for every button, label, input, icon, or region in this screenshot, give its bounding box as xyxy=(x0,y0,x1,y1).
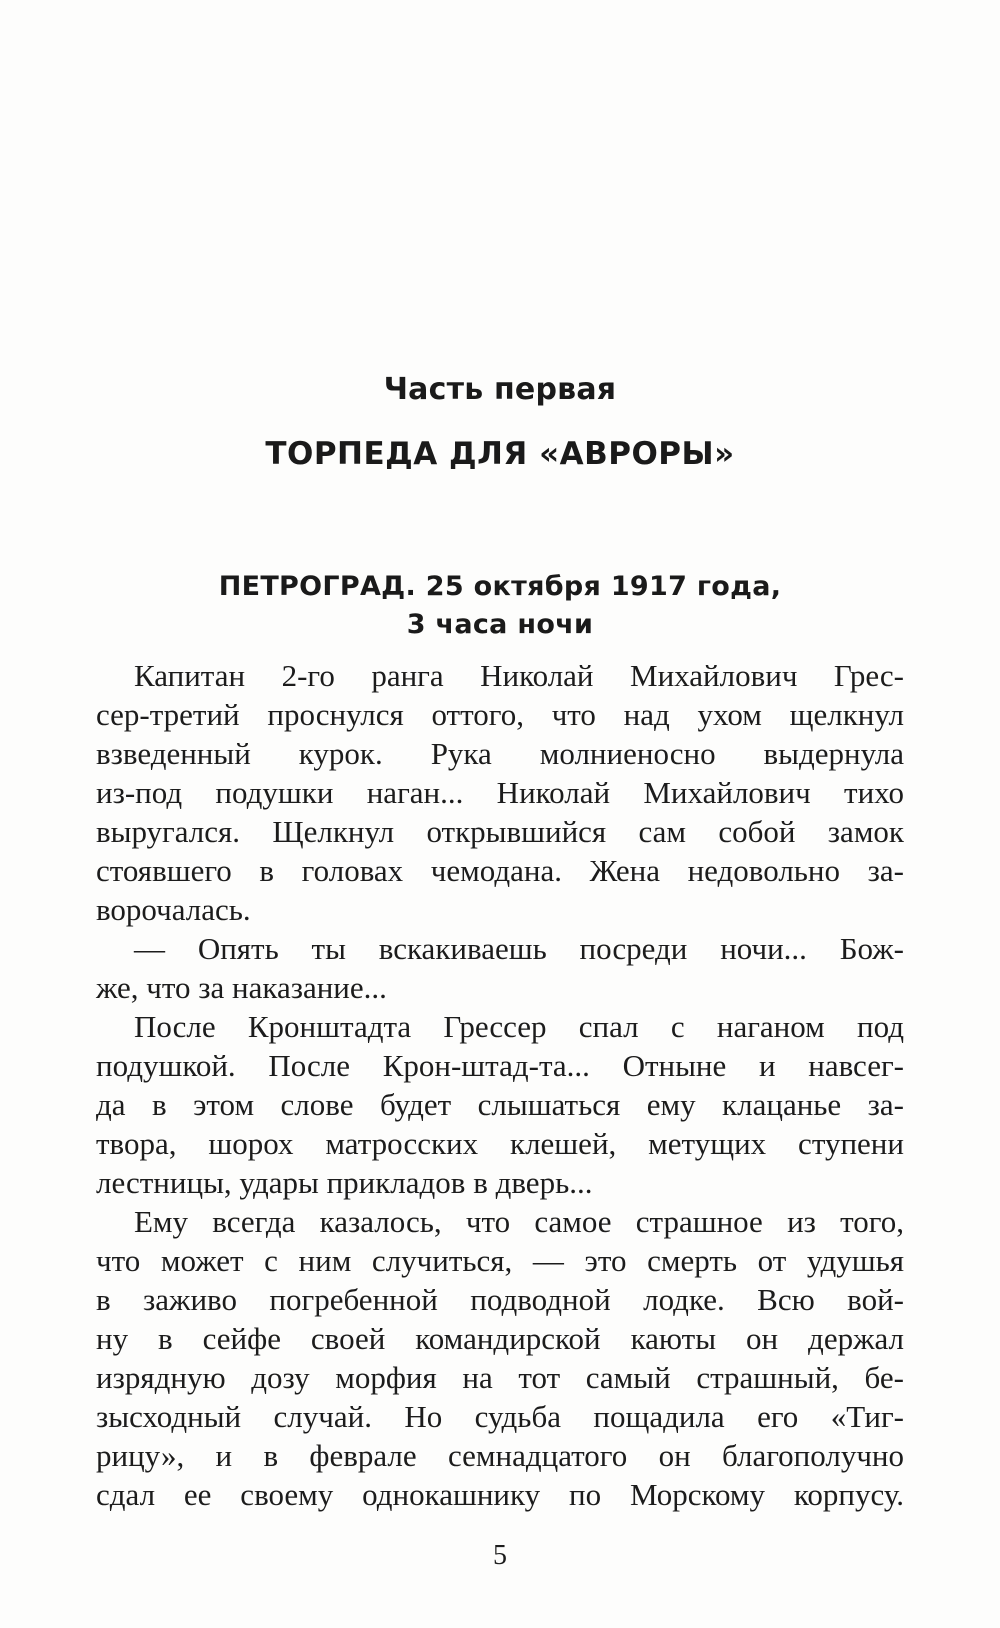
text-line: сдал ее своему однокашнику по Морскому корпусу. xyxy=(96,1477,904,1512)
text-line: рицу», и в феврале семнадцатого он благополучно xyxy=(96,1438,904,1473)
text-line: ворочалась. xyxy=(96,892,251,927)
text-line: Капитан 2-го ранга Николай Михайлович Грес- xyxy=(134,658,904,693)
chapter-heading-line-1: ПЕТРОГРАД. 25 октября 1917 года, xyxy=(218,571,782,602)
text-line: выругался. Щелкнул открывшийся сам собой замок xyxy=(96,814,904,849)
text-line: сер-третий проснулся оттого, что над ухом щелкнул xyxy=(96,697,904,732)
text-line: да в этом слове будет слышаться ему клацанье за- xyxy=(96,1087,904,1122)
text-line: ну в сейфе своей командирской каюты он держал xyxy=(96,1321,904,1356)
body-text xyxy=(96,656,904,1514)
text-line: лестницы, удары прикладов в дверь... xyxy=(96,1165,593,1200)
text-line: изрядную дозу морфия на тот самый страшный, бе- xyxy=(96,1360,904,1395)
page-number: 5 xyxy=(493,1540,507,1571)
text-line: в заживо погребенной подводной лодке. Всю вой- xyxy=(96,1282,904,1317)
text-line: подушкой. После Крон-штад-та... Отныне и навсег- xyxy=(96,1048,904,1083)
text-line: что может с ним случиться, — это смерть от удушья xyxy=(96,1243,904,1278)
text-line: же, что за наказание... xyxy=(96,970,387,1005)
text-line: твора, шорох матросских клешей, метущих ступени xyxy=(96,1126,904,1161)
part-title: ТОРПЕДА ДЛЯ «АВРОРЫ» xyxy=(265,436,735,472)
text-line: из-под подушки наган... Николай Михайлович тихо xyxy=(96,775,904,810)
text-line: Ему всегда казалось, что самое страшное из того, xyxy=(134,1204,904,1239)
text-line: — Опять ты вскакиваешь посреди ночи... Бож- xyxy=(134,931,904,966)
chapter-heading xyxy=(0,568,1000,644)
text-line: взведенный курок. Рука молниеносно выдернула xyxy=(96,736,904,771)
chapter-heading-line-2: 3 часа ночи xyxy=(406,609,594,640)
text-line: После Кронштадта Грессер спал с наганом под xyxy=(134,1009,904,1044)
text-line: стоявшего в головах чемодана. Жена недовольно за- xyxy=(96,853,904,888)
text-line: зысходный случай. Но судьба пощадила его «Тиг- xyxy=(96,1399,904,1434)
part-label: Часть первая xyxy=(383,372,617,407)
